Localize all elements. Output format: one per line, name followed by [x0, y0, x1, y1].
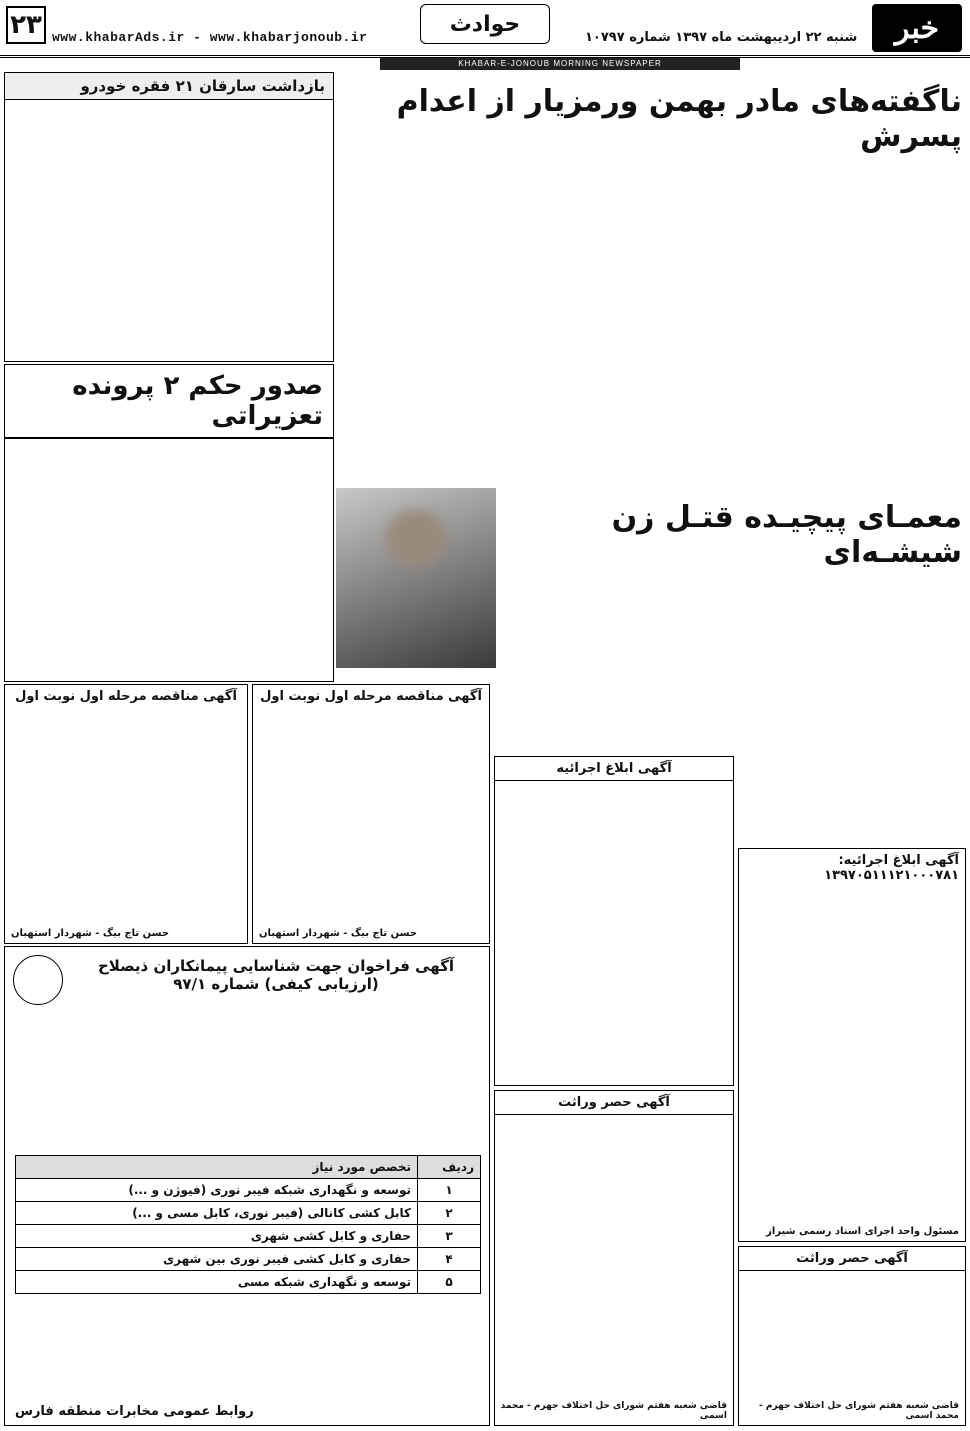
- table-cell: ۱: [418, 1179, 481, 1202]
- ad-signature: مسئول واحد اجرای اسناد رسمی شیراز: [766, 1226, 959, 1237]
- ad-title: آگهی ابلاغ اجرائیه: ۱۳۹۷۰۵۱۱۱۲۱۰۰۰۷۸۱: [824, 853, 959, 883]
- table-cell: توسعه و نگهداری شبکه مسی: [16, 1271, 418, 1294]
- ad-signature: قاضی شعبه هفتم شورای حل اختلاف جهرم - محمد اسمی: [759, 1401, 959, 1421]
- ad-title: آگهی مناقصه مرحله اول نوبت اول: [260, 689, 482, 704]
- table-header: ردیف: [418, 1156, 481, 1179]
- exec-notice-ad: [738, 848, 966, 1242]
- ad-title: آگهی ابلاغ اجرائیه: [495, 757, 733, 781]
- table-cell: حفاری و کابل کشی فیبر نوری بین شهری: [16, 1248, 418, 1271]
- table-cell: کابل کشی کانالی (فیبر نوری، کابل مسی و ...): [16, 1202, 418, 1225]
- article-headline: ناگفته‌های مادر بهمن ورمزیار از اعدام پسرش: [396, 84, 962, 154]
- article-title: بازداشت سارقان ۲۱ فقره خودرو: [5, 73, 333, 100]
- article-headline: معمـای پیچیـده قتـل زن شیشـه‌ای: [611, 500, 962, 570]
- ad-title: آگهی حصر وراثت: [495, 1091, 733, 1115]
- ad-title: آگهی حصر وراثت: [739, 1247, 965, 1271]
- table-row: [16, 1202, 481, 1225]
- table-cell: ۵: [418, 1271, 481, 1294]
- specialty-table-wrap: [15, 1155, 481, 1294]
- dateline: شنبه ۲۲ اردیبهشت ماه ۱۳۹۷ شماره ۱۰۷۹۷: [585, 30, 858, 45]
- ad-signature: حسن تاج بیگ - شهردار استهبان: [11, 928, 170, 939]
- website-urls[interactable]: www.khabarAds.ir - www.khabarjonoub.ir: [52, 30, 368, 45]
- arrest-article: [4, 72, 334, 362]
- ad-signature: قاضی شعبه هفتم شورای حل اختلاف جهرم - محمد اسمی: [500, 1401, 727, 1421]
- table-row: [16, 1248, 481, 1271]
- heirs-ad-right: [738, 1246, 966, 1426]
- ad-signature: حسن تاج بیگ - شهردار استهبان: [259, 928, 418, 939]
- newspaper-logo: خبر: [872, 4, 962, 52]
- table-cell: ۴: [418, 1248, 481, 1271]
- section-title: حوادث: [420, 4, 550, 44]
- table-cell: توسعه و نگهداری شبکه فیبر نوری (فیوژن و ...): [16, 1179, 418, 1202]
- table-cell: ۳: [418, 1225, 481, 1248]
- article-headline: صدور حکم ۲ پرونده تعزیراتی: [5, 365, 333, 439]
- table-row: [16, 1271, 481, 1294]
- blurred-face: [386, 510, 446, 566]
- table-row: [16, 1179, 481, 1202]
- table-cell: ۲: [418, 1202, 481, 1225]
- rulings-article: [4, 364, 334, 682]
- ad-title: آگهی مناقصه مرحله اول نوبت اول: [15, 689, 237, 704]
- table-header: تخصص مورد نیاز: [16, 1156, 418, 1179]
- page-number: ۲۳: [6, 6, 46, 44]
- article-photo: [336, 488, 496, 668]
- ad-signature: روابط عمومی مخابرات منطقه فارس: [15, 1404, 254, 1419]
- callout-ad: [4, 946, 490, 1426]
- mothers-article-body: [340, 126, 962, 478]
- specialty-table: [15, 1155, 481, 1294]
- table-cell: حفاری و کابل کشی شهری: [16, 1225, 418, 1248]
- glass-article-body: [500, 540, 962, 750]
- notice-ad: [494, 756, 734, 1086]
- company-logo: [13, 955, 63, 1005]
- table-header-row: [16, 1156, 481, 1179]
- english-band: KHABAR-E-JONOUB MORNING NEWSPAPER: [380, 58, 740, 70]
- tender-ad-mid: [252, 684, 490, 944]
- tender-ad-left: [4, 684, 248, 944]
- table-row: [16, 1225, 481, 1248]
- ad-title: آگهی فراخوان جهت شناسایی پیمانکاران ذیصلاح (ارزیابی کیفی) شماره ۹۷/۱: [97, 957, 455, 993]
- heirs-ad-mid: [494, 1090, 734, 1426]
